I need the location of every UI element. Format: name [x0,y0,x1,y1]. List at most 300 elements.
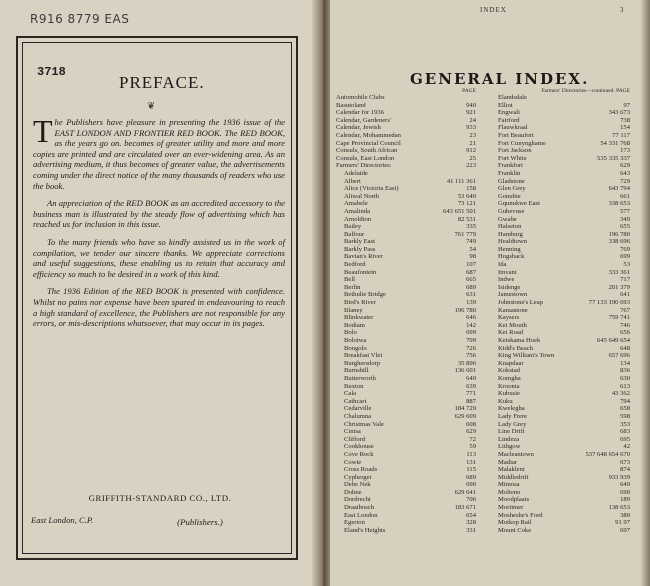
index-entry [490,314,630,322]
index-entry-pages: 631 [466,291,476,299]
index-entry-title: Ida [498,261,507,269]
index-entry-title: Balfour [344,230,365,238]
index-entry-title: Cypherget [344,473,372,481]
index-entry-pages: 331 [466,526,476,534]
handwritten-shelf-mark: R916 8779 EAS [30,12,130,26]
index-entry [490,474,630,482]
index-entry-pages: 695 [620,435,630,443]
index-entry [336,405,476,413]
index-entry-pages: 598 [620,412,630,420]
index-entry-pages: 535 335 337 [597,154,630,162]
index-entry [336,117,476,125]
index-entry-pages: 608 [466,420,476,428]
index-entry-pages: 749 [466,238,476,246]
running-header-text: INDEX [480,6,507,14]
index-entry-title: Burnshill [344,367,369,375]
index-entry [490,185,630,193]
index-entry-title: Calendar, Mohammedan [336,131,401,139]
index-entry-title: Calendar for 1936 [336,109,384,117]
index-entry [490,208,630,216]
index-entry [490,102,630,110]
index-entry [336,124,476,132]
index-entry-title: Lithgow [498,443,521,451]
index-entry-pages: 59 [469,443,476,451]
index-entry-title: Fort Jackson [498,147,532,155]
index-entry-pages: 338 696 [608,238,630,246]
index-entry [490,253,630,261]
index-entry [490,360,630,368]
index-entry-title: Middledrift [498,473,529,481]
index-entry-title: Halseton [498,223,522,231]
index-entry [490,231,630,239]
index-entry-title: Cove Rock [344,450,374,458]
index-entry [490,178,630,186]
index-entry-pages: 738 [620,116,630,124]
index-entry [336,345,476,353]
index-entry-pages: 184 729 [454,405,476,413]
index-entry-title: Macleantown [498,450,534,458]
index-entry [490,291,630,299]
index-entry-title: Kei Road [498,329,524,337]
index-entry [336,140,476,148]
index-entry-pages: 72 [469,435,476,443]
index-entry-pages: 656 [620,329,630,337]
index-entry-pages: 223 [466,162,476,170]
index-entry-title: Cala [344,390,357,398]
index-entry-title: Henning [498,245,521,253]
index-entry [490,216,630,224]
index-entry-title: Bolo [344,329,357,337]
index-entry [336,329,476,337]
index-entry-title: King William's Town [498,352,555,360]
index-entry-title: Automobile Clubs [336,94,385,101]
index-entry-title: Egerton [344,519,365,527]
index-entry-title: Mimosa [498,481,520,489]
index-entry [336,231,476,239]
index-entry-title: Franklin [498,169,521,177]
index-entry [336,504,476,512]
index-entry-pages: 333 361 [608,268,630,276]
dropcap: T [33,113,53,149]
index-entry-pages: 921 [466,109,476,117]
index-entry-title: Calendar, Jewish [336,124,381,132]
index-entry-pages: 107 [466,261,476,269]
index-entry-title: Glen Grey [498,185,526,193]
index-entry [336,94,476,102]
index-entry-pages: 115 [466,466,476,474]
index-entry [336,512,476,520]
preface-frame [16,36,298,560]
index-entry [490,147,630,155]
index-entry [336,428,476,436]
index-entry-pages: 654 [466,511,476,519]
index-entry [490,428,630,436]
index-entry [336,132,476,140]
index-entry-pages: 629 [466,428,476,436]
index-entry [490,436,630,444]
index-entry-title: Gonubie [498,192,521,200]
index-entry-pages: 142 [466,321,476,329]
index-entry [490,109,630,117]
index-entry [336,284,476,292]
index-entry [336,367,476,375]
index-entry-pages: 641 [620,291,630,299]
index-entry [336,413,476,421]
index-entry [490,200,630,208]
index-entry-pages: 658 [620,405,630,413]
index-entry-title: Cintsa [344,428,361,436]
index-entry-pages: 328 [466,519,476,527]
index-entry-title: Bedford [344,261,366,269]
index-entry [336,322,476,330]
index-entry-pages: 201 379 [608,283,630,291]
index-entry-title: Cape Provincial Council [336,139,401,147]
index-entry-title: Barkly Pass [344,245,376,253]
index-entry-title: Cookhouse [344,443,374,451]
index-entry-pages: 54 331 768 [600,139,630,147]
index-entry [490,421,630,429]
index-entry-title: Calendar, Gardeners' [336,116,392,124]
index-column-left [336,88,476,534]
index-entry [490,375,630,383]
index-entry-title: Bailey [344,223,362,231]
index-entry-pages: 657 696 [608,352,630,360]
index-entry [490,132,630,140]
index-entry [490,398,630,406]
index-entry-pages: 673 [620,458,630,466]
index-entry-title: Amabele [344,200,368,208]
index-entry-title: Adelaide [344,169,368,177]
index-entry [336,489,476,497]
index-entry [490,276,630,284]
index-entry [336,147,476,155]
index-entry [336,238,476,246]
index-entry [490,504,630,512]
index-entry [490,481,630,489]
index-entry [490,352,630,360]
index-entry-title: Bongolo [344,344,367,352]
index-entry-title: Buxton [344,382,364,390]
page-number: 3 [620,6,624,14]
index-entry-title: Flauwkraal [498,124,528,132]
index-entry [490,405,630,413]
index-entry-pages: 97 [623,101,630,109]
index-entry-pages: 53 [623,261,630,269]
index-entry-pages: 35 896 [457,359,476,367]
index-entry [490,140,630,148]
index-entry [336,314,476,322]
index-entry-title: Mortimer [498,504,524,512]
index-entry-pages: 139 [466,299,476,307]
index-entry-title: Barkly East [344,238,375,246]
index-entry-title: Mosheshe's Ford [498,511,543,519]
index-entry-title: Mount Coke [498,526,532,534]
index-entry-title: Beaufontein [344,268,377,276]
index-entry-pages: 98 [469,253,476,261]
index-entry-pages: 23 [469,131,476,139]
index-entry-pages: 643 [620,169,630,177]
index-entry [336,451,476,459]
index-entry-title: Bavian's River [344,253,383,261]
index-entry-title: Cedarville [344,405,372,413]
index-entry-pages: 77 117 [612,131,630,139]
publisher-company: GRIFFITH-STANDARD CO., LTD. [88,493,232,503]
index-entry [336,102,476,110]
index-entry-title: Bodiam [344,321,365,329]
index-entry-pages: 183 671 [454,504,476,512]
index-entry-title: Breakfast Vlei [344,352,383,360]
preface-paragraph-1 [33,113,285,191]
index-entry-pages: 131 [466,458,476,466]
index-entry [490,269,630,277]
index-entry [336,253,476,261]
index-entry [336,162,476,170]
index-entry-title: Jamestown [498,291,528,299]
index-entry-title: Hogsback [498,253,525,261]
index-entry-pages: 689 [466,473,476,481]
index-entry [490,193,630,201]
index-entry-title: Farmers' Directories: [336,162,392,170]
index-entry-pages: 380 [620,511,630,519]
index-entry-title: Bird's River [344,299,376,307]
index-entry-pages: 639 [466,382,476,390]
index-entry-pages: 933 939 [608,473,630,481]
index-entry-pages: 338 653 [608,200,630,208]
index-entry-title: Chalumna [344,412,372,420]
index-entry-title: Cross Roads [344,466,378,474]
index-entry-pages: 21 [469,139,476,147]
index-entry-title: Line Drift [498,428,525,436]
index-entry-pages: 746 [620,321,630,329]
index-entry [336,459,476,467]
index-entry-pages: 158 [466,185,476,193]
index-entry [336,193,476,201]
index-entry-pages: 82 531 [457,215,476,223]
index-entry-pages: 613 [620,382,630,390]
index-entry-pages: 769 [620,245,630,253]
index-entry-pages: 912 [466,147,476,155]
index-entry-pages: 645 649 654 [597,337,630,344]
index-entry [336,421,476,429]
index-entry [490,170,630,178]
index-entry-title: Knapdaar [498,359,524,367]
index-entry [490,162,630,170]
index-entry-pages: 196 780 [454,306,476,314]
index-entry [490,390,630,398]
index-entry [336,208,476,216]
index-entry-pages: 196 780 [608,230,630,238]
ornament-icon: ❦ [147,101,156,112]
index-entry-title: Kei Mouth [498,321,527,329]
index-entry-title: Gqunukwe East [498,200,540,208]
index-entry-title: Kaysers [498,314,520,322]
index-entry-pages: 640 [466,374,476,382]
index-entry [490,223,630,231]
index-entry-title: Malakleni [498,466,525,474]
index-entry-title: Keiskama Hoek [498,337,541,344]
index-entry [336,527,476,535]
index-entry-pages: 836 [620,367,630,375]
right-page-index [330,0,650,586]
index-entry-title: Albert [344,177,361,185]
index-entry-pages: 353 [620,420,630,428]
index-entry [336,443,476,451]
index-entry [490,459,630,467]
index-entry-title: Kokstad [498,367,520,375]
index-entry-title: Blaney [344,306,363,314]
index-entry-pages: 134 [620,359,630,367]
index-entry-pages: 73 121 [457,200,476,208]
index-entry-title: Engwali [498,109,520,117]
index-entry-pages: 25 [469,154,476,162]
index-entry [336,109,476,117]
index-entry [490,284,630,292]
index-entry-pages: 648 [620,344,630,352]
index-entry-title: Christmas Vale [344,420,384,428]
index-entry [336,436,476,444]
index-entry-title: Frankfort [498,162,523,170]
index-entry-title: Alice (Victoria East) [344,185,399,193]
index-entry-title: Basutoland [336,101,366,109]
index-entry-pages: 77 133 190 693 [588,299,630,307]
index-entry-title: Motkop Rail [498,519,532,527]
index-entry-title: Debe Nek [344,481,371,489]
index-entry-title: Bell [344,276,355,284]
index-entry-pages: 537 648 654 670 [585,450,630,458]
index-entry-title: Cathcart [344,397,367,405]
preface-title: PREFACE. [119,73,205,92]
index-entry-title: Kamastone [498,306,528,314]
index-entry-pages: 629 [620,162,630,170]
catalog-number: 3718 [37,65,66,79]
index-entry-title: Kidd's Beach [498,344,534,352]
index-entry-title: Hamburg [498,230,523,238]
page-edge-shadow [640,0,650,586]
index-entry-pages: 655 [620,223,630,231]
index-entry-pages: 717 [620,276,630,284]
index-entry-title: Molteno [498,488,521,496]
index-entry-title: Indwe [498,276,515,284]
index-entry-title: Isidenge [498,283,521,291]
index-entry-pages: 706 [466,496,476,504]
index-entry-title: Consuls, East London [336,154,395,162]
index-entry-title: Johnstone's Leap [498,299,543,307]
index-entry-title: Amalinda [344,207,371,215]
index-entry [336,474,476,482]
continued-heading-text: Farmers' Directories—continued. [541,88,615,94]
index-entry-title: Cowie [344,458,362,466]
index-entry-pages: 771 [466,390,476,398]
index-entry [490,261,630,269]
index-entry [490,527,630,535]
index-entry-title: Elliot [498,101,513,109]
index-entry-title: Arnoldton [344,215,372,223]
index-entry-pages: 767 [620,306,630,314]
index-entry-pages: 42 [623,443,630,451]
index-entry-title: Lady Frere [498,412,528,420]
index-entry [490,512,630,520]
index-entry-pages: 643 794 [608,185,630,193]
index-entry-pages: 343 673 [608,109,630,117]
index-entry-pages: 53 640 [457,192,476,200]
index-entry-pages: 661 [620,192,630,200]
index-entry-title: Berlin [344,283,361,291]
index-entry [336,496,476,504]
index-entry-pages: 761 779 [454,230,476,238]
index-entry [336,307,476,315]
index-entry [490,489,630,497]
index-entry-pages: 699 [466,329,476,337]
index-entry [336,390,476,398]
index-entry-pages: 189 [620,496,630,504]
index-column-right [490,88,630,534]
index-entry-pages: 799 [466,337,476,344]
index-entry-title: Blinkwater [344,314,374,322]
publisher-role: (Publishers.) [177,517,223,527]
index-entry-pages: 726 [466,344,476,352]
index-entry [490,307,630,315]
index-entry-pages: 874 [620,466,630,474]
index-entry [490,451,630,459]
preface-paragraph-4: The 1936 Edition of the RED BOOK is presented with confidence. Whilst no pains nor expense have been spared in endeavouring to reach a high standard of excellence, the Publishers are not responsible for any errors, or mis-descriptions whatsoever, that may occur in its pages. [33,286,285,329]
index-entry [490,466,630,474]
index-entry-pages: 154 [620,124,630,132]
index-entry-pages: 173 [620,147,630,155]
index-title: GENERAL INDEX. [410,70,590,88]
index-entry-pages: 940 [466,101,476,109]
index-entry [336,261,476,269]
index-entry [336,360,476,368]
index-entry-title: Bethulie Bridge [344,291,386,299]
index-entry-pages: 887 [466,397,476,405]
index-entry-pages: 759 741 [608,314,630,322]
index-entry-title: Butterworth [344,374,376,382]
index-entry [336,269,476,277]
index-entry-title: Fairford [498,116,520,124]
index-entry-pages: 54 [469,245,476,253]
index-entry [336,352,476,360]
index-entry-title: Kuku [498,397,513,405]
index-entry-pages: 689 [466,283,476,291]
index-entry-pages: 794 [620,397,630,405]
index-entry-title: East London [344,511,378,519]
publisher-place: East London, C.P. [31,515,94,525]
index-entry-pages: 335 [466,223,476,231]
index-entry [336,299,476,307]
index-entry [490,246,630,254]
index-entry-pages: 41 111 361 [446,177,476,185]
index-entry-pages: 577 [620,207,630,215]
index-entry-title: Dohne [344,488,362,496]
index-entry [336,375,476,383]
index-entry [336,223,476,231]
index-entry [336,466,476,474]
index-entry [336,185,476,193]
index-entry-pages: 43 362 [611,390,630,398]
preface-body [33,113,285,336]
index-entry-title: Madiar [498,458,518,466]
index-entry-title: Lady Grey [498,420,527,428]
index-entry-pages: 113 [466,450,476,458]
index-entry-pages: 91 97 [615,519,630,527]
index-entry-pages: 649 [620,481,630,489]
index-entry [490,519,630,527]
index-entry-pages: 690 [466,481,476,489]
index-entry-title: Gubevuse [498,207,525,215]
index-entry-title: Gwabe [498,215,517,223]
index-entry-title: Dordrecht [344,496,371,504]
index-entry [490,155,630,163]
